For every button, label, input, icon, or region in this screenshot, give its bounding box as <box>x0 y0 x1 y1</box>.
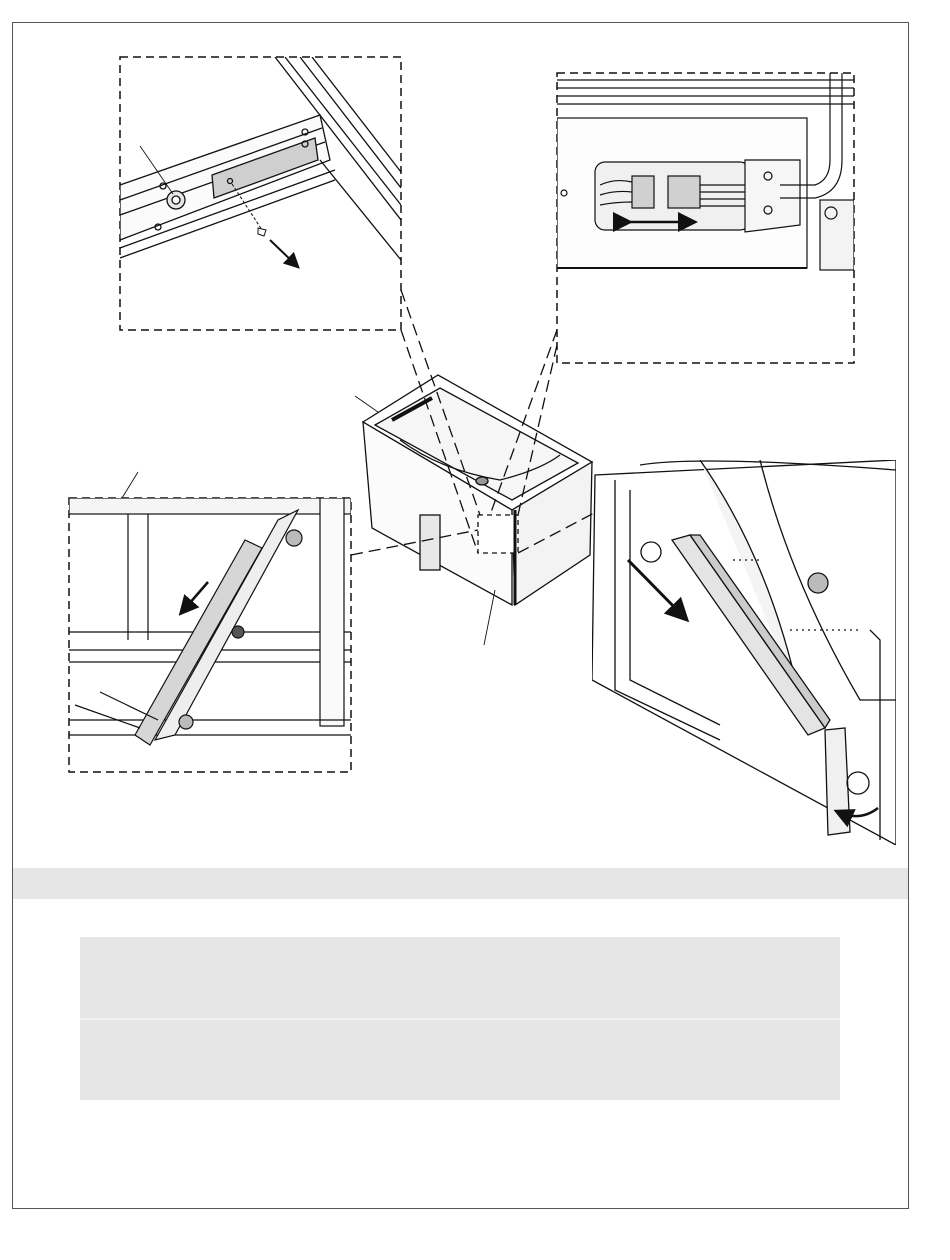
section-heading-band <box>13 868 908 899</box>
note-row <box>80 1018 840 1099</box>
detail-panel-removal <box>592 460 896 845</box>
detail-panel-tilt <box>69 472 351 772</box>
note-box <box>80 937 840 1100</box>
note-row <box>80 937 840 1018</box>
bathtub-overview <box>363 375 592 605</box>
detail-wire-connector <box>557 73 854 363</box>
detail-screw-removal <box>120 57 401 330</box>
section-heading <box>13 868 908 882</box>
